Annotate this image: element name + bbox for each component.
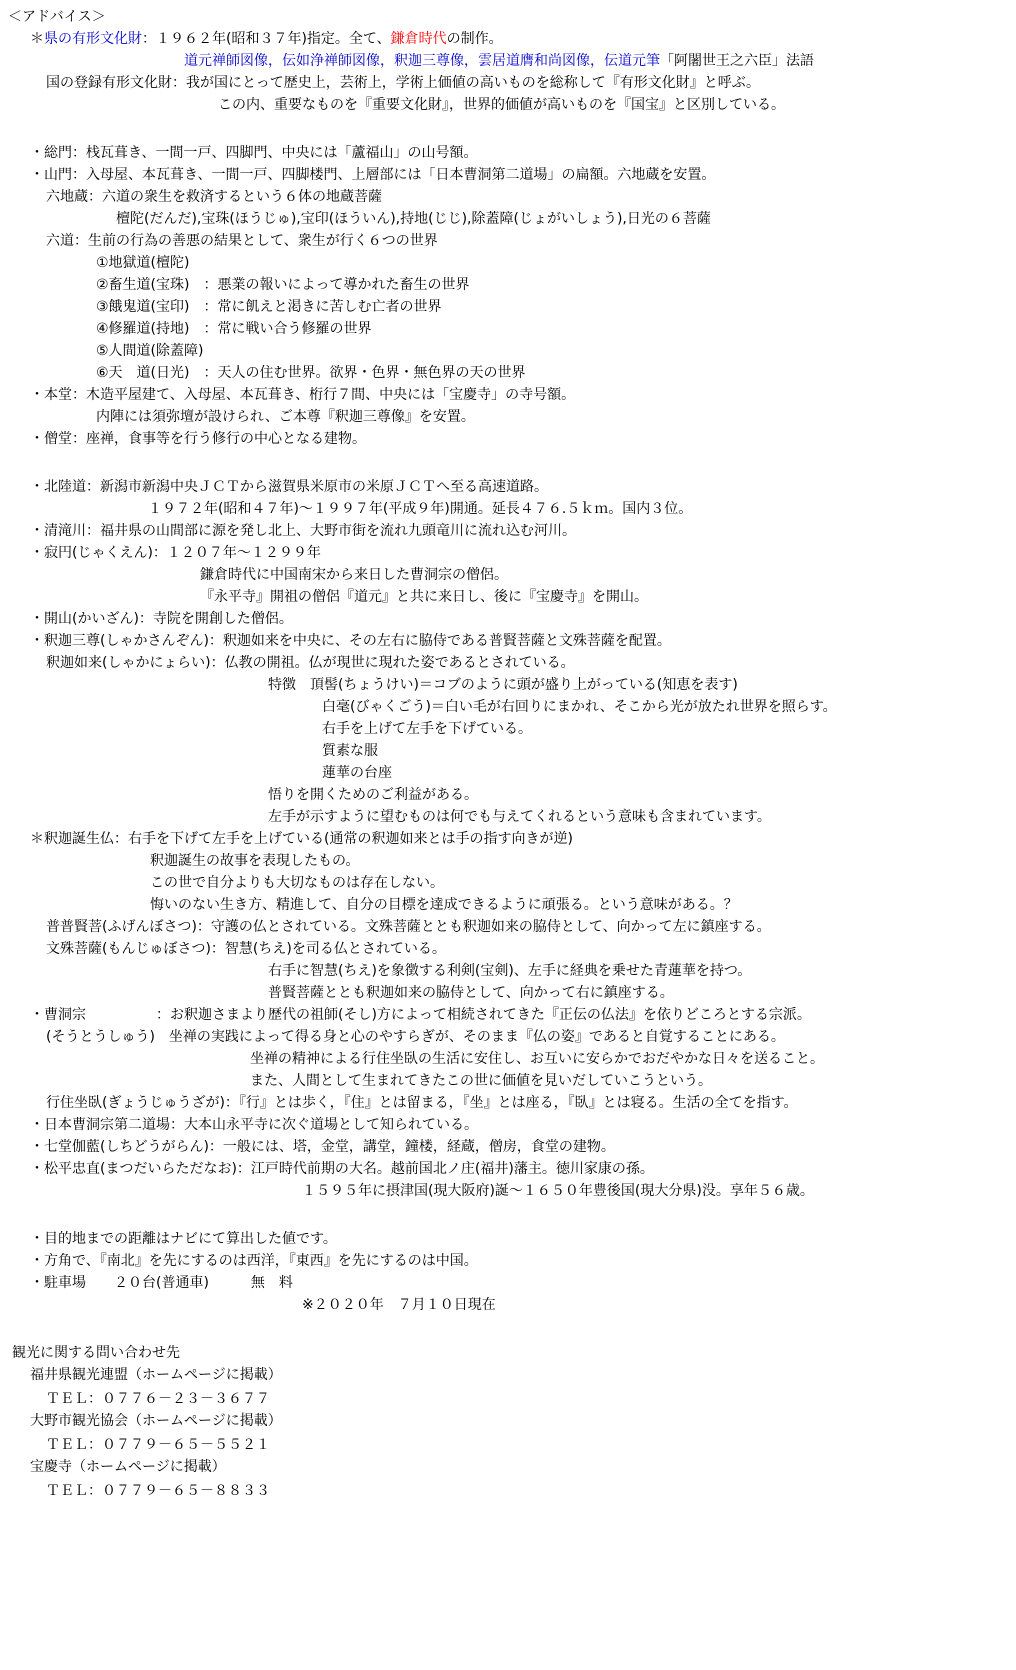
text-line	[268, 982, 674, 1004]
text-segment: 檀陀(だんだ),宝珠(ほうじゅ),宝印(ほういん),持地(じじ),除蓋障(じょがいしょう),日光の６菩薩	[116, 211, 711, 227]
text-line	[302, 1180, 814, 1202]
text-segment: ※２０２０年 ７月１０日現在	[302, 1297, 496, 1313]
text-line	[268, 674, 738, 696]
text-segment: ＴＥＬ：０７７９－６５－８８３３	[46, 1483, 270, 1499]
text-line	[46, 1092, 798, 1114]
text-segment: 普賢菩薩ととも釈迦如来の脇侍として、向かって右に鎮座する。	[268, 985, 674, 1001]
text-line	[322, 740, 378, 762]
text-segment: ・目的地までの距離はナビにて算出した値です。	[30, 1231, 337, 1247]
text-line	[30, 1004, 811, 1026]
text-line	[46, 72, 760, 94]
text-line	[30, 1136, 615, 1158]
text-segment: 福井県観光連盟（ホームページに掲載）	[30, 1367, 282, 1383]
text-segment: 国の登録有形文化財：我が国にとって歴史上，芸術上，学術上価値の高いものを総称して『有形文化財』と呼ぶ。	[46, 75, 760, 91]
text-line	[30, 1158, 654, 1180]
text-line	[46, 1434, 270, 1456]
text-segment: ・総門：栈瓦葺き、一間一戸、四脚門、中央には「蘆福山」の山号額。	[30, 145, 478, 161]
text-line	[46, 916, 771, 938]
text-line	[268, 806, 771, 828]
text-segment: 悟りを開くためのご利益がある。	[268, 787, 478, 803]
text-line	[96, 318, 371, 340]
text-line	[184, 50, 814, 72]
text-segment: ・開山(かいざん)：寺院を開創した僧侶。	[30, 611, 293, 627]
text-segment: 特徴 頂髻(ちょうけい)＝コブのように頭が盛り上がっている(知恵を表す)	[268, 677, 738, 693]
text-line	[30, 520, 576, 542]
text-line	[30, 428, 366, 450]
text-segment: (そうとうしゅう) 坐禅の実践によって得る身と心のやすらぎが、そのまま『仏の姿』であると自覚することにある。	[46, 1029, 785, 1045]
text-segment: 「阿闍世王之六臣」法語	[660, 53, 814, 69]
text-segment: 鎌倉時代に中国南宋から来日した曹洞宗の僧侶。	[200, 567, 508, 583]
text-line	[96, 340, 203, 362]
text-line	[30, 1456, 226, 1478]
text-line	[30, 1114, 478, 1136]
text-line	[30, 828, 573, 850]
text-line	[30, 1250, 478, 1272]
text-segment: 文殊菩薩(もんじゅぼさつ)：智慧(ちえ)を司る仏とされている。	[46, 941, 446, 957]
text-segment: ・山門：入母屋、本瓦葺き、一間一戸、四脚楼門、上層部には「日本曹洞第二道場」の扁額。六地蔵を安置。	[30, 167, 716, 183]
text-segment: 右手を上げて左手を下げている。	[322, 721, 532, 737]
text-segment: ・寂円(じゃくえん)：１２０７年～１２９９年	[30, 545, 321, 561]
text-line	[46, 230, 438, 252]
text-segment: 『永平寺』開祖の僧侶『道元』と共に来日し、後に『宝慶寺』を開山。	[200, 589, 648, 605]
text-segment: ＴＥＬ：０７７６－２３－３６７７	[46, 1391, 270, 1407]
text-segment: ・本堂：木造平屋建て、入母屋、本瓦葺き、桁行７間、中央には「宝慶寺」の寺号額。	[30, 387, 576, 403]
text-line	[30, 164, 715, 186]
text-segment: 質素な服	[322, 743, 378, 759]
text-segment: の制作。	[446, 31, 503, 47]
text-line	[30, 1228, 337, 1250]
text-segment: 右手に智慧(ちえ)を象徴する利剣(宝剣)、左手に経典を乗せた青蓮華を持つ。	[268, 963, 752, 979]
text-line	[30, 1364, 282, 1386]
text-segment: ・清滝川：福井県の山間部に源を発し北上、大野市街を流れ九頭竜川に流れ込む河川。	[30, 523, 576, 539]
text-line	[96, 252, 189, 274]
text-line	[30, 1410, 282, 1432]
text-segment: 道元禅師図像，伝如浄禅師図像，釈迦三尊像，雲居道膺和尚図像，伝道元筆	[184, 53, 660, 69]
text-segment: ＊	[30, 31, 44, 47]
text-segment: １５９５年に摂津国(現大阪府)誕～１６５０年豊後国(現大分県)没。享年５６歳。	[302, 1183, 814, 1199]
text-segment: ＊釈迦誕生仏：右手を下げて左手を上げている(通常の釈迦如来とは手の指す向きが逆)	[30, 831, 573, 847]
text-segment: ＴＥＬ：０７７９－６５－５５２１	[46, 1437, 270, 1453]
text-segment: この世で自分よりも大切なものは存在しない。	[150, 875, 444, 891]
text-segment: ・日本曹洞宗第二道場：大本山永平寺に次ぐ道場として知られている。	[30, 1117, 478, 1133]
text-segment: 行住坐臥(ぎょうじゅうざが)：『行』とは歩く，『住』とは留まる，『坐』とは座る，『臥』とは寝る。生活の全てを指す。	[46, 1095, 798, 1111]
text-line	[46, 652, 575, 674]
text-line	[200, 586, 648, 608]
text-line	[8, 6, 106, 28]
text-line	[12, 1342, 180, 1364]
text-segment: ：１９６２年(昭和３７年)指定。全て、	[142, 31, 391, 47]
text-segment: 六道：生前の行為の善悪の結果として、衆生が行く６つの世界	[46, 233, 438, 249]
text-segment: ・北陸道：新潟市新潟中央ＪＣＴから滋賀県米原市の米原ＪＣＴへ至る高速道路。	[30, 479, 548, 495]
text-segment: ・松平忠直(まつだいらただなお)：江戸時代前期の大名。越前国北ノ庄(福井)藩主。徳川家康の孫。	[30, 1161, 654, 1177]
text-line	[116, 208, 711, 230]
text-segment: ⑤人間道(除蓋障)	[96, 343, 204, 359]
text-segment: ・釈迦三尊(しゃかさんぞん)：釈迦如来を中央に、その左右に脇侍である普賢菩薩と文殊菩薩を配置。	[30, 633, 671, 649]
text-segment: ③餓鬼道(宝印) ：常に飢えと渇きに苦しむ亡者の世界	[96, 299, 442, 315]
text-line	[30, 608, 293, 630]
text-segment: ④修羅道(持地) ：常に戦い合う修羅の世界	[96, 321, 372, 337]
text-line	[322, 762, 392, 784]
text-segment: 大野市観光協会（ホームページに掲載）	[30, 1413, 282, 1429]
text-line	[250, 1048, 824, 1070]
text-segment: 白毫(びゃくごう)＝白い毛が右回りにまかれ、そこから光が放たれ世界を照らす。	[322, 699, 837, 715]
text-line	[30, 542, 321, 564]
text-segment: 六地蔵：六道の衆生を救済するという６体の地蔵菩薩	[46, 189, 382, 205]
text-line	[46, 938, 446, 960]
text-line	[218, 94, 785, 116]
text-line	[46, 1388, 270, 1410]
text-segment: 内陣には須弥壇が設けられ、ご本尊『釈迦三尊像』を安置。	[96, 409, 475, 425]
text-segment: 宝慶寺（ホームページに掲載）	[30, 1459, 226, 1475]
text-line	[148, 498, 692, 520]
text-segment: 悔いのない生き方、精進して、自分の目標を達成できるように頑張る。という意味がある。？	[150, 897, 738, 913]
text-line	[268, 784, 478, 806]
text-line	[250, 1070, 712, 1092]
text-line	[322, 696, 837, 718]
text-segment: 左手が示すように望むものは何でも与えてくれるという意味も含まれています。	[268, 809, 771, 825]
text-line	[96, 362, 525, 384]
text-line	[96, 296, 441, 318]
text-segment: また、人間として生まれてきたこの世に価値を見いだしていこうという。	[250, 1073, 712, 1089]
text-line	[150, 872, 444, 894]
text-segment: １９７２年(昭和４７年)～１９９７年(平成９年)開通。延長４７６.５ｋｍ。国内３位。	[148, 501, 693, 517]
text-segment: ・方角で、『南北』を先にするのは西洋，『東西』を先にするのは中国。	[30, 1253, 478, 1269]
text-line	[46, 1480, 270, 1502]
text-segment: 釈迦如来(しゃかにょらい)：仏教の開祖。仏が現世に現れた姿であるとされている。	[46, 655, 575, 671]
text-segment: ・僧堂：座禅，食事等を行う修行の中心となる建物。	[30, 431, 366, 447]
text-line	[302, 1294, 496, 1316]
text-line	[30, 1272, 293, 1294]
text-segment: ＜アドバイス＞	[8, 9, 106, 25]
text-segment: 釈迦誕生の故事を表現したもの。	[150, 853, 360, 869]
text-line	[46, 186, 382, 208]
text-line	[150, 894, 738, 916]
text-line	[30, 630, 671, 652]
text-line	[268, 960, 751, 982]
text-segment: ②畜生道(宝珠) ：悪業の報いによって導かれた畜生の世界	[96, 277, 470, 293]
text-segment: ・七堂伽藍(しちどうがらん)：一般には、塔，金堂，講堂，鐘楼，経蔵，僧房，食堂の建物。	[30, 1139, 615, 1155]
text-line	[96, 406, 475, 428]
text-segment: 観光に関する問い合わせ先	[12, 1345, 180, 1361]
text-segment: この内、重要なものを『重要文化財』，世界的価値が高いものを『国宝』と区別している。	[218, 97, 785, 113]
text-line	[30, 28, 503, 50]
text-line	[30, 142, 477, 164]
text-segment: 坐禅の精神による行住坐臥の生活に安住し、お互いに安らかでおだやかな日々を送ること。	[250, 1051, 824, 1067]
text-segment: ①地獄道(檀陀)	[96, 255, 190, 271]
text-line	[30, 476, 548, 498]
text-segment: ・駐車場 ２０台(普通車) 無 料	[30, 1275, 293, 1291]
text-line	[30, 384, 575, 406]
text-segment: 蓮華の台座	[322, 765, 392, 781]
text-line	[150, 850, 359, 872]
text-line	[322, 718, 532, 740]
text-line	[200, 564, 508, 586]
text-segment: ・曹洞宗 ：お釈迦さまより歴代の祖師(そし)方によって相続されてきた『正伝の仏法』を依りどころとする宗派。	[30, 1007, 811, 1023]
text-segment: 県の有形文化財	[44, 31, 142, 47]
text-line	[96, 274, 469, 296]
text-segment: ⑥天 道(日光) ：天人の住む世界。欲界・色界・無色界の天の世界	[96, 365, 526, 381]
text-line	[46, 1026, 785, 1048]
text-segment: 鎌倉時代	[390, 31, 447, 47]
text-segment: 普普賢菩(ふげんぼさつ)：守護の仏とされている。文殊菩薩ととも釈迦如来の脇侍として、向かって左に鎮座する。	[46, 919, 771, 935]
